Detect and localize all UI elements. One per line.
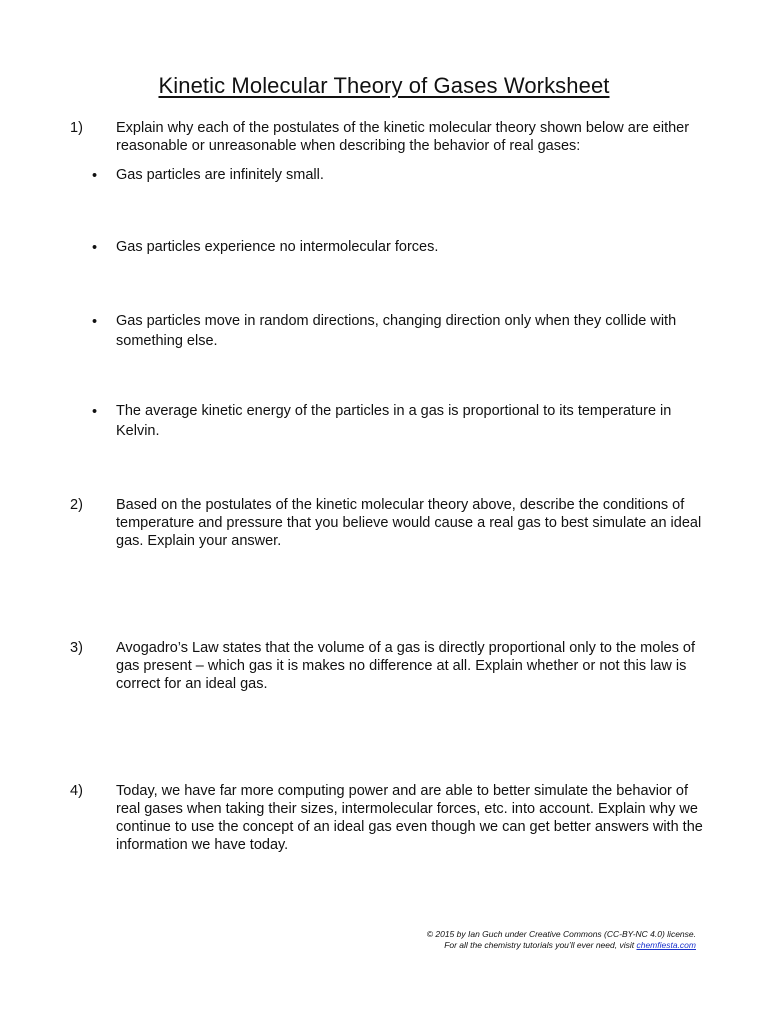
bullet-marker: • [92, 240, 98, 256]
worksheet-title: Kinetic Molecular Theory of Gases Worksheet [158, 73, 610, 98]
bullet-marker: • [92, 404, 98, 420]
postulate-3: Gas particles move in random directions, changing direction only when they collide with something else. [116, 313, 677, 349]
tutorial-line-text: For all the chemistry tutorials you’ll ever need, visit [444, 940, 637, 950]
question-2-number: 2) [70, 497, 83, 513]
question-4-number: 4) [70, 783, 83, 799]
license-line: © 2015 by Ian Guch under Creative Commons (CC-BY-NC 4.0) license. [426, 929, 696, 939]
tutorial-line [427, 940, 696, 951]
question-3-number: 3) [70, 640, 83, 656]
question-1-text: Explain why each of the postulates of the kinetic molecular theory shown below are either reasonable or unreasonable when describing the behavior of real gases: [116, 120, 690, 154]
bullet-marker: • [92, 168, 98, 184]
question-3-text: Avogadro’s Law states that the volume of a gas is directly proportional only to the moles of gas present – which gas it is makes no difference at all. Explain whether or not this law is correct for an ideal gas. [116, 640, 695, 692]
license-footer [427, 929, 696, 951]
question-4-text: Today, we have far more computing power and are able to better simulate the behavior of real gases when taking their sizes, intermolecular forces, etc. into account. Explain why we continue to use the concept of an ideal gas even though we can get better answers with the information we have today. [116, 783, 703, 853]
question-2-text: Based on the postulates of the kinetic molecular theory above, describe the conditions of temperature and pressure that you believe would cause a real gas to best simulate an ideal gas. Explain your answer. [116, 497, 702, 549]
postulate-2: Gas particles experience no intermolecular forces. [116, 239, 439, 255]
chemfiesta-link[interactable]: chemfiesta.com [636, 940, 696, 950]
postulate-1: Gas particles are infinitely small. [116, 167, 324, 183]
postulate-4: The average kinetic energy of the particles in a gas is proportional to its temperature in Kelvin. [116, 403, 672, 439]
bullet-marker: • [92, 314, 98, 330]
question-1-number: 1) [70, 120, 83, 136]
